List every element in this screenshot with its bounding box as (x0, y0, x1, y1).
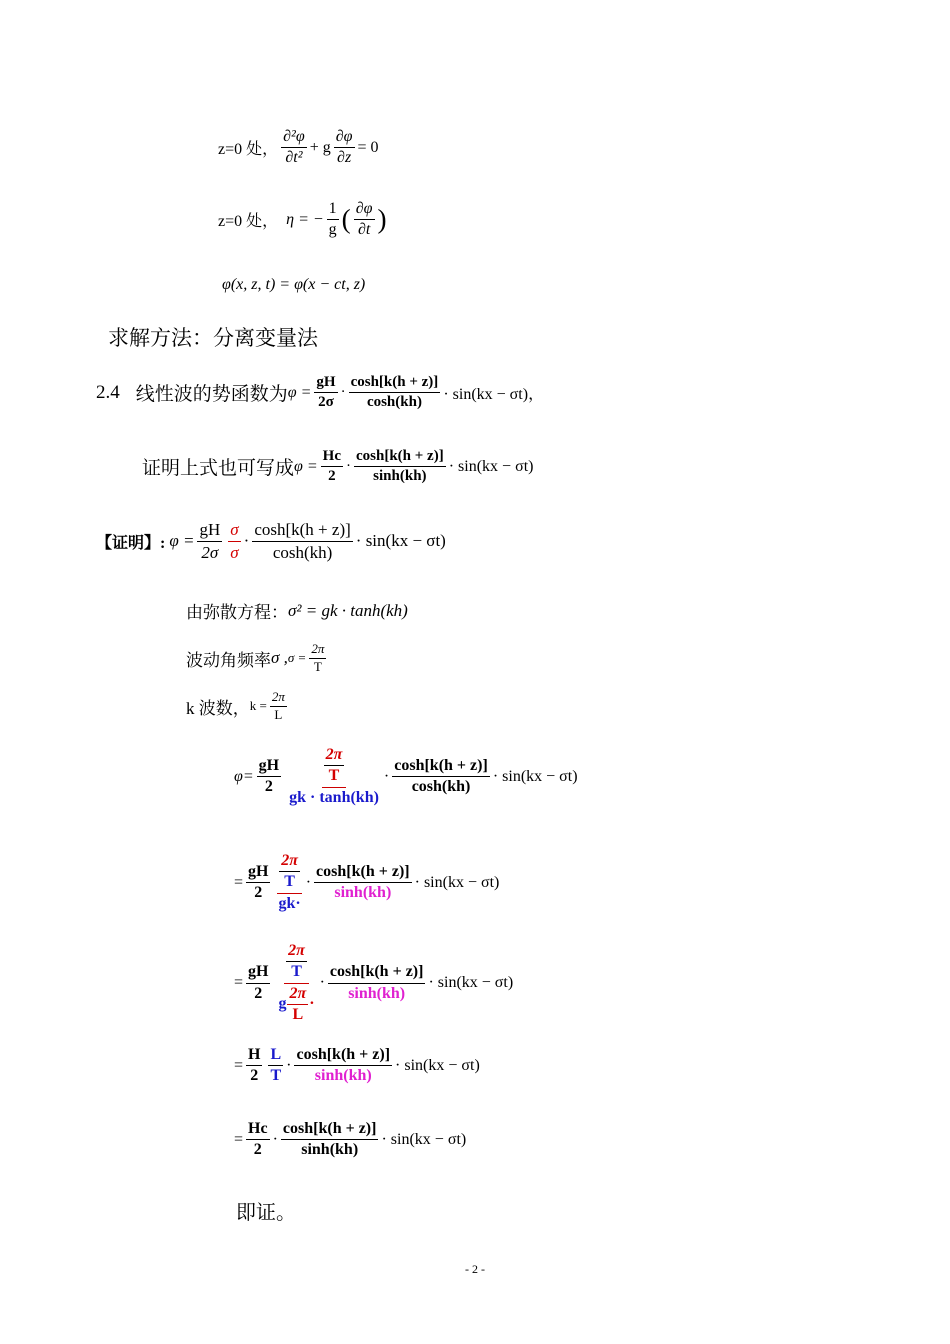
proof-eq1-s-num: σ (228, 520, 240, 542)
step5-f2-num: cosh[k(h + z)] (281, 1120, 379, 1140)
proof-eq1-fraction-1 (197, 520, 222, 562)
problem-statement: 2.4 线性波的势函数为 φ = $\frac{gH}{2\sigma}$ · $\frac{\cosh[k(h + z)]}{\cosh(kh)}$ · sin(kx − σt)， (96, 374, 545, 411)
step5-f2-den: sinh(kh) (301, 1141, 359, 1159)
step2-gh-num: gH (246, 863, 270, 883)
step4-f2-num: cosh[k(h + z)] (294, 1046, 392, 1066)
step4-h-fraction (246, 1046, 262, 1086)
method-heading: 求解方法：分离变量法 (108, 326, 318, 350)
step2-tail: · sin(kx − σt) (414, 873, 500, 891)
bc1-f2-den: ∂z (337, 149, 352, 167)
dispersion-label: 由弥散方程： (186, 603, 288, 622)
step1-t-den: T (328, 767, 340, 785)
step5-equals: = (234, 1130, 244, 1148)
proof-label: 【证明】: (96, 534, 166, 552)
step2-big-den: gk· (278, 894, 301, 912)
problem-fraction-1 (314, 374, 337, 412)
step3-l-num: 2π (287, 985, 308, 1005)
problem-fraction-2 (349, 374, 441, 412)
frequency-num: 2π (309, 642, 326, 659)
proof-eq1-f2-den: cosh(kh) (272, 542, 333, 562)
step4-l-num: L (268, 1046, 283, 1066)
bc1-fraction-1 (281, 128, 307, 168)
bc2-f1-den: g (328, 221, 337, 239)
wavenumber-num: 2π (270, 690, 287, 707)
boundary-condition-3: φ(x, z, t) = φ(x − ct, z) (222, 276, 366, 293)
step5-tail: · sin(kx − σt) (381, 1130, 467, 1148)
step3-fraction-2 (328, 963, 426, 1003)
step4-h-num: H (246, 1046, 262, 1066)
wavenumber-den: L (274, 706, 283, 722)
step3-big-num (284, 942, 309, 984)
wavenumber-equation: k = (249, 698, 267, 714)
step5-f1-den: 2 (253, 1141, 262, 1159)
proof-eq1-f1-num: gH (197, 520, 222, 542)
bc2-fraction-2 (354, 200, 375, 240)
step5-fraction-2 (281, 1120, 379, 1160)
step3-gh-fraction (246, 963, 270, 1003)
bc2-lhs: η = − (286, 210, 324, 228)
step3-gh-num: gH (246, 963, 270, 983)
step5-fraction-1 (246, 1120, 270, 1160)
problem-phi-eq: φ = (287, 383, 312, 401)
proof-equation-1: 【证明】: φ = $\frac{gH}{2\sigma}$ $\frac{\sigma}{\sigma}$ · $\frac{\cosh[k(h + z)]}{\cosh(kh)}$ · sin(kx − σt) (96, 520, 446, 562)
problem-tail: · sin(kx − σt)， (443, 386, 545, 404)
prove-statement: 证明上式也可写成 φ = $\frac{Hc}{2}$ · $\frac{\cosh[k(h + z)]}{\sinh(kh)}$ · sin(kx − σt) (142, 448, 534, 485)
bc1-fraction-2 (334, 128, 355, 168)
step2-fraction-2 (314, 863, 412, 903)
proof-eq1-s-den: σ (230, 542, 239, 562)
problem-f2-num: cosh[k(h + z)] (349, 374, 441, 393)
step2-gh-fraction (246, 863, 270, 903)
problem-f2-den: cosh(kh) (366, 394, 422, 411)
derivation-step-3: = $\frac{gH}{2}$ $\frac{2\pi}{T}$ g $\frac{2\pi}{L}$ · · $\frac{\cosh[k(h + z)]}{\sinh(kh)}$ · sin(kx − σt) (234, 942, 514, 1024)
prove-f2-den: sinh(kh) (373, 468, 427, 485)
step2-big-fraction (276, 852, 302, 913)
prove-text: 证明上式也可写成 (142, 458, 295, 480)
bc2-close-paren: ) (377, 204, 387, 235)
step4-tail: · sin(kx − σt) (395, 1056, 480, 1074)
wavenumber-label: k 波数， (186, 698, 250, 718)
frequency-fraction (309, 642, 326, 675)
step2-big-num (277, 852, 302, 894)
bc1-f2-num: ∂φ (334, 128, 355, 148)
bc1-prefix: z=0 处， (218, 141, 279, 159)
frequency-den: T (313, 658, 322, 674)
step4-fraction-2 (294, 1046, 392, 1086)
step3-t-num: 2π (286, 942, 307, 962)
prove-fraction-2 (354, 448, 446, 486)
conclusion: 即证。 (236, 1202, 296, 1224)
proof-eq1-f2-num: cosh[k(h + z)] (252, 520, 352, 542)
dispersion-line (186, 598, 408, 623)
step3-l-fraction (287, 985, 308, 1025)
step1-big-den: gk · tanh(kh) (289, 788, 379, 806)
step2-t-den: T (284, 873, 295, 891)
step1-gh-num: gH (257, 757, 281, 777)
bc2-open-paren: ( (341, 204, 351, 235)
proof-eq1-fraction-2 (252, 520, 352, 562)
step2-t-num: 2π (279, 852, 300, 872)
step4-l-fraction (268, 1046, 283, 1086)
step3-l-den: L (292, 1006, 304, 1024)
bc2-f2-num: ∂φ (354, 200, 375, 220)
dispersion-equation: σ² = gk · tanh(kh) (288, 600, 408, 620)
derivation-step-4: = $\frac{H}{2}$ $\frac{L}{T}$ · $\frac{\cosh[k(h + z)]}{\sinh(kh)}$ · sin(kx − σt) (234, 1046, 480, 1085)
prove-f1-den: 2 (328, 468, 336, 485)
frequency-label: 波动角频率 (186, 650, 271, 670)
step4-equals: = (234, 1056, 244, 1074)
proof-eq1-sigma-fraction (228, 520, 240, 562)
frequency-line (186, 642, 329, 675)
derivation-step-5: = $\frac{Hc}{2}$ · $\frac{\cosh[k(h + z)]}{\sinh(kh)}$ · sin(kx − σt) (234, 1120, 467, 1159)
step1-t-num: 2π (324, 746, 345, 766)
step1-t-fraction (324, 746, 345, 786)
boundary-condition-2 (218, 200, 387, 240)
step3-big-fraction (276, 942, 316, 1025)
step4-l-den: T (270, 1067, 282, 1085)
bc1-end: = 0 (357, 138, 379, 156)
bc2-f2-den: ∂t (357, 221, 371, 239)
step2-f2-den: sinh(kh) (334, 884, 392, 902)
proof-eq1-lhs: φ = (169, 531, 195, 551)
step3-big-den: g $\frac{2\pi}{L}$ · (278, 984, 315, 1024)
problem-f1-den: 2σ (318, 394, 334, 411)
frequency-equation: σ = (287, 650, 307, 666)
step1-big-num (322, 746, 347, 788)
step4-f2-den: sinh(kh) (314, 1067, 372, 1085)
bc1-mid: + g (309, 138, 331, 156)
problem-text: 线性波的势函数为 (135, 384, 288, 406)
bc1-f1-num: ∂²φ (281, 128, 307, 148)
step1-gh-fraction (257, 757, 281, 797)
proof-eq1-f1-den: 2σ (201, 542, 219, 562)
step2-equals: = (234, 873, 244, 891)
prove-fraction-1 (321, 448, 343, 486)
problem-number: 2.4 (96, 381, 120, 403)
proof-eq1-tail: · sin(kx − σt) (355, 531, 446, 551)
step3-gh-den: 2 (254, 984, 263, 1002)
boundary-condition-1 (218, 128, 379, 168)
step4-h-den: 2 (250, 1067, 259, 1085)
prove-f2-num: cosh[k(h + z)] (354, 448, 446, 467)
step3-f2-num: cosh[k(h + z)] (328, 963, 426, 983)
step5-f1-num: Hc (246, 1120, 270, 1140)
step1-lhs: φ= (234, 767, 254, 785)
step1-f2-den: cosh(kh) (411, 778, 471, 796)
problem-f1-num: gH (314, 374, 337, 393)
step1-tail: · sin(kx − σt) (492, 767, 578, 785)
step1-big-fraction (287, 746, 381, 807)
derivation-step-1: φ= $\frac{gH}{2}$ $\frac{\frac{2\pi}{T}}{gk \cdot \tanh(kh)}$ · $\frac{\cosh[k(h + z)]}{\cosh(kh)}$ · sin(kx − σt) (234, 746, 578, 806)
step2-gh-den: 2 (254, 884, 263, 902)
step2-t-fraction (279, 852, 300, 892)
bc2-prefix: z=0 处， (218, 213, 279, 231)
frequency-symbol: σ , (271, 648, 288, 668)
step2-f2-num: cosh[k(h + z)] (314, 863, 412, 883)
step3-t-fraction (286, 942, 307, 982)
step3-tail: · sin(kx − σt) (428, 974, 514, 992)
step3-g: g (278, 995, 287, 1013)
prove-phi-eq: φ = (294, 457, 318, 475)
step3-f2-den: sinh(kh) (348, 984, 406, 1002)
step3-equals: = (234, 974, 244, 992)
derivation-step-2: = $\frac{gH}{2}$ $\frac{\frac{2\pi}{T}}{gk\cdot}$ · $\frac{\cosh[k(h + z)]}{\sinh(kh)}$ · sin(kx − σt) (234, 852, 500, 912)
step1-f2-num: cosh[k(h + z)] (392, 757, 490, 777)
step1-gh-den: 2 (264, 778, 273, 796)
bc2-f1-num: 1 (327, 200, 339, 220)
page-number: - 2 - (465, 1262, 485, 1276)
wavenumber-fraction (270, 690, 287, 723)
bc1-f1-den: ∂t² (285, 149, 303, 167)
step3-t-den: T (291, 963, 302, 981)
wavenumber-line (186, 690, 290, 723)
prove-tail: · sin(kx − σt) (448, 457, 534, 475)
step1-fraction-2 (392, 757, 490, 797)
prove-f1-num: Hc (321, 448, 343, 467)
bc2-fraction-1 (327, 200, 339, 240)
